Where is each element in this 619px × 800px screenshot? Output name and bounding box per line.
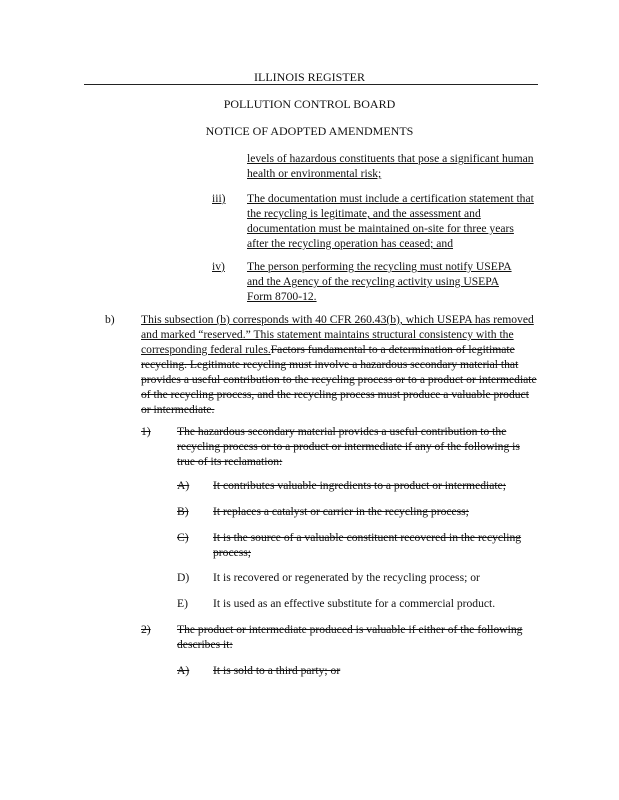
item-iii-text: The documentation must include a certification statement that the recycling is legitimate, and the assessment and documentation must be maintained on-site for three years after the recycling operation has ceased; and xyxy=(247,192,534,250)
item-1-block xyxy=(177,424,537,469)
item-iii-block xyxy=(247,191,537,251)
item-iv-label: iv) xyxy=(212,260,225,273)
continuation-text: levels of hazardous constituents that pose a significant human health or environmental risk; xyxy=(247,152,534,180)
item-1A-label: A) xyxy=(177,479,190,492)
item-1B-block xyxy=(213,504,538,519)
board-title: POLLUTION CONTROL BOARD xyxy=(223,97,396,111)
subsection-b-label: b) xyxy=(105,313,115,326)
item-2A-block xyxy=(213,663,538,678)
subsection-b-inserted: This subsection (b) corresponds with 40 CFR 260.43(b), which USEPA has removed and marked “reserved.” This statement maintains structural consistency with the corresponding federal rules. xyxy=(141,313,534,356)
item-1E-text: It is used as an effective substitute for a commercial product. xyxy=(213,597,496,610)
item-2-text: The product or intermediate produced is valuable if either of the following describes it: xyxy=(177,623,523,651)
subsection-b-block xyxy=(141,312,538,417)
item-2A-label: A) xyxy=(177,664,190,677)
subsection-b-deleted: Factors fundamental to a determination of legitimate recycling. Legitimate recycling must involve a hazardous secondary material that provides a useful contribution to the recycling process or to a product or intermediate of the recycling process, and the recycling process must produce a valuable product or intermediate. xyxy=(141,343,537,416)
item-1C-text: It is the source of a valuable constituent recovered in the recycling process; xyxy=(213,531,522,559)
header-rule xyxy=(84,84,538,85)
item-iv-text: The person performing the recycling must notify USEPA and the Agency of the recycling activity using USEPA Form 8700-12. xyxy=(247,260,512,303)
item-1C-block xyxy=(213,530,533,560)
item-2-label: 2) xyxy=(141,623,151,636)
register-title: ILLINOIS REGISTER xyxy=(254,70,365,84)
item-2-block xyxy=(177,622,537,652)
item-1D-label: D) xyxy=(177,571,190,584)
item-1D-block xyxy=(213,570,538,585)
item-1-text: The hazardous secondary material provides a useful contribution to the recycling process or to a product or intermediate if any of the following is true of its reclamation: xyxy=(177,425,520,468)
item-1-label: 1) xyxy=(141,425,151,438)
item-1A-block xyxy=(213,478,538,493)
item-2A-text: It is sold to a third party; or xyxy=(213,664,341,677)
continuation-block xyxy=(247,151,537,181)
item-1D-text: It is recovered or regenerated by the recycling process; or xyxy=(213,571,480,584)
item-1C-label: C) xyxy=(177,531,189,544)
notice-title: NOTICE OF ADOPTED AMENDMENTS xyxy=(205,124,414,138)
item-iv-block xyxy=(247,259,517,304)
item-1B-label: B) xyxy=(177,505,189,518)
item-1B-text: It replaces a catalyst or carrier in the recycling process; xyxy=(213,505,469,518)
item-1A-text: It contributes valuable ingredients to a product or intermediate; xyxy=(213,479,506,492)
item-1E-block xyxy=(213,596,538,611)
item-1E-label: E) xyxy=(177,597,188,610)
item-iii-label: iii) xyxy=(212,192,226,205)
